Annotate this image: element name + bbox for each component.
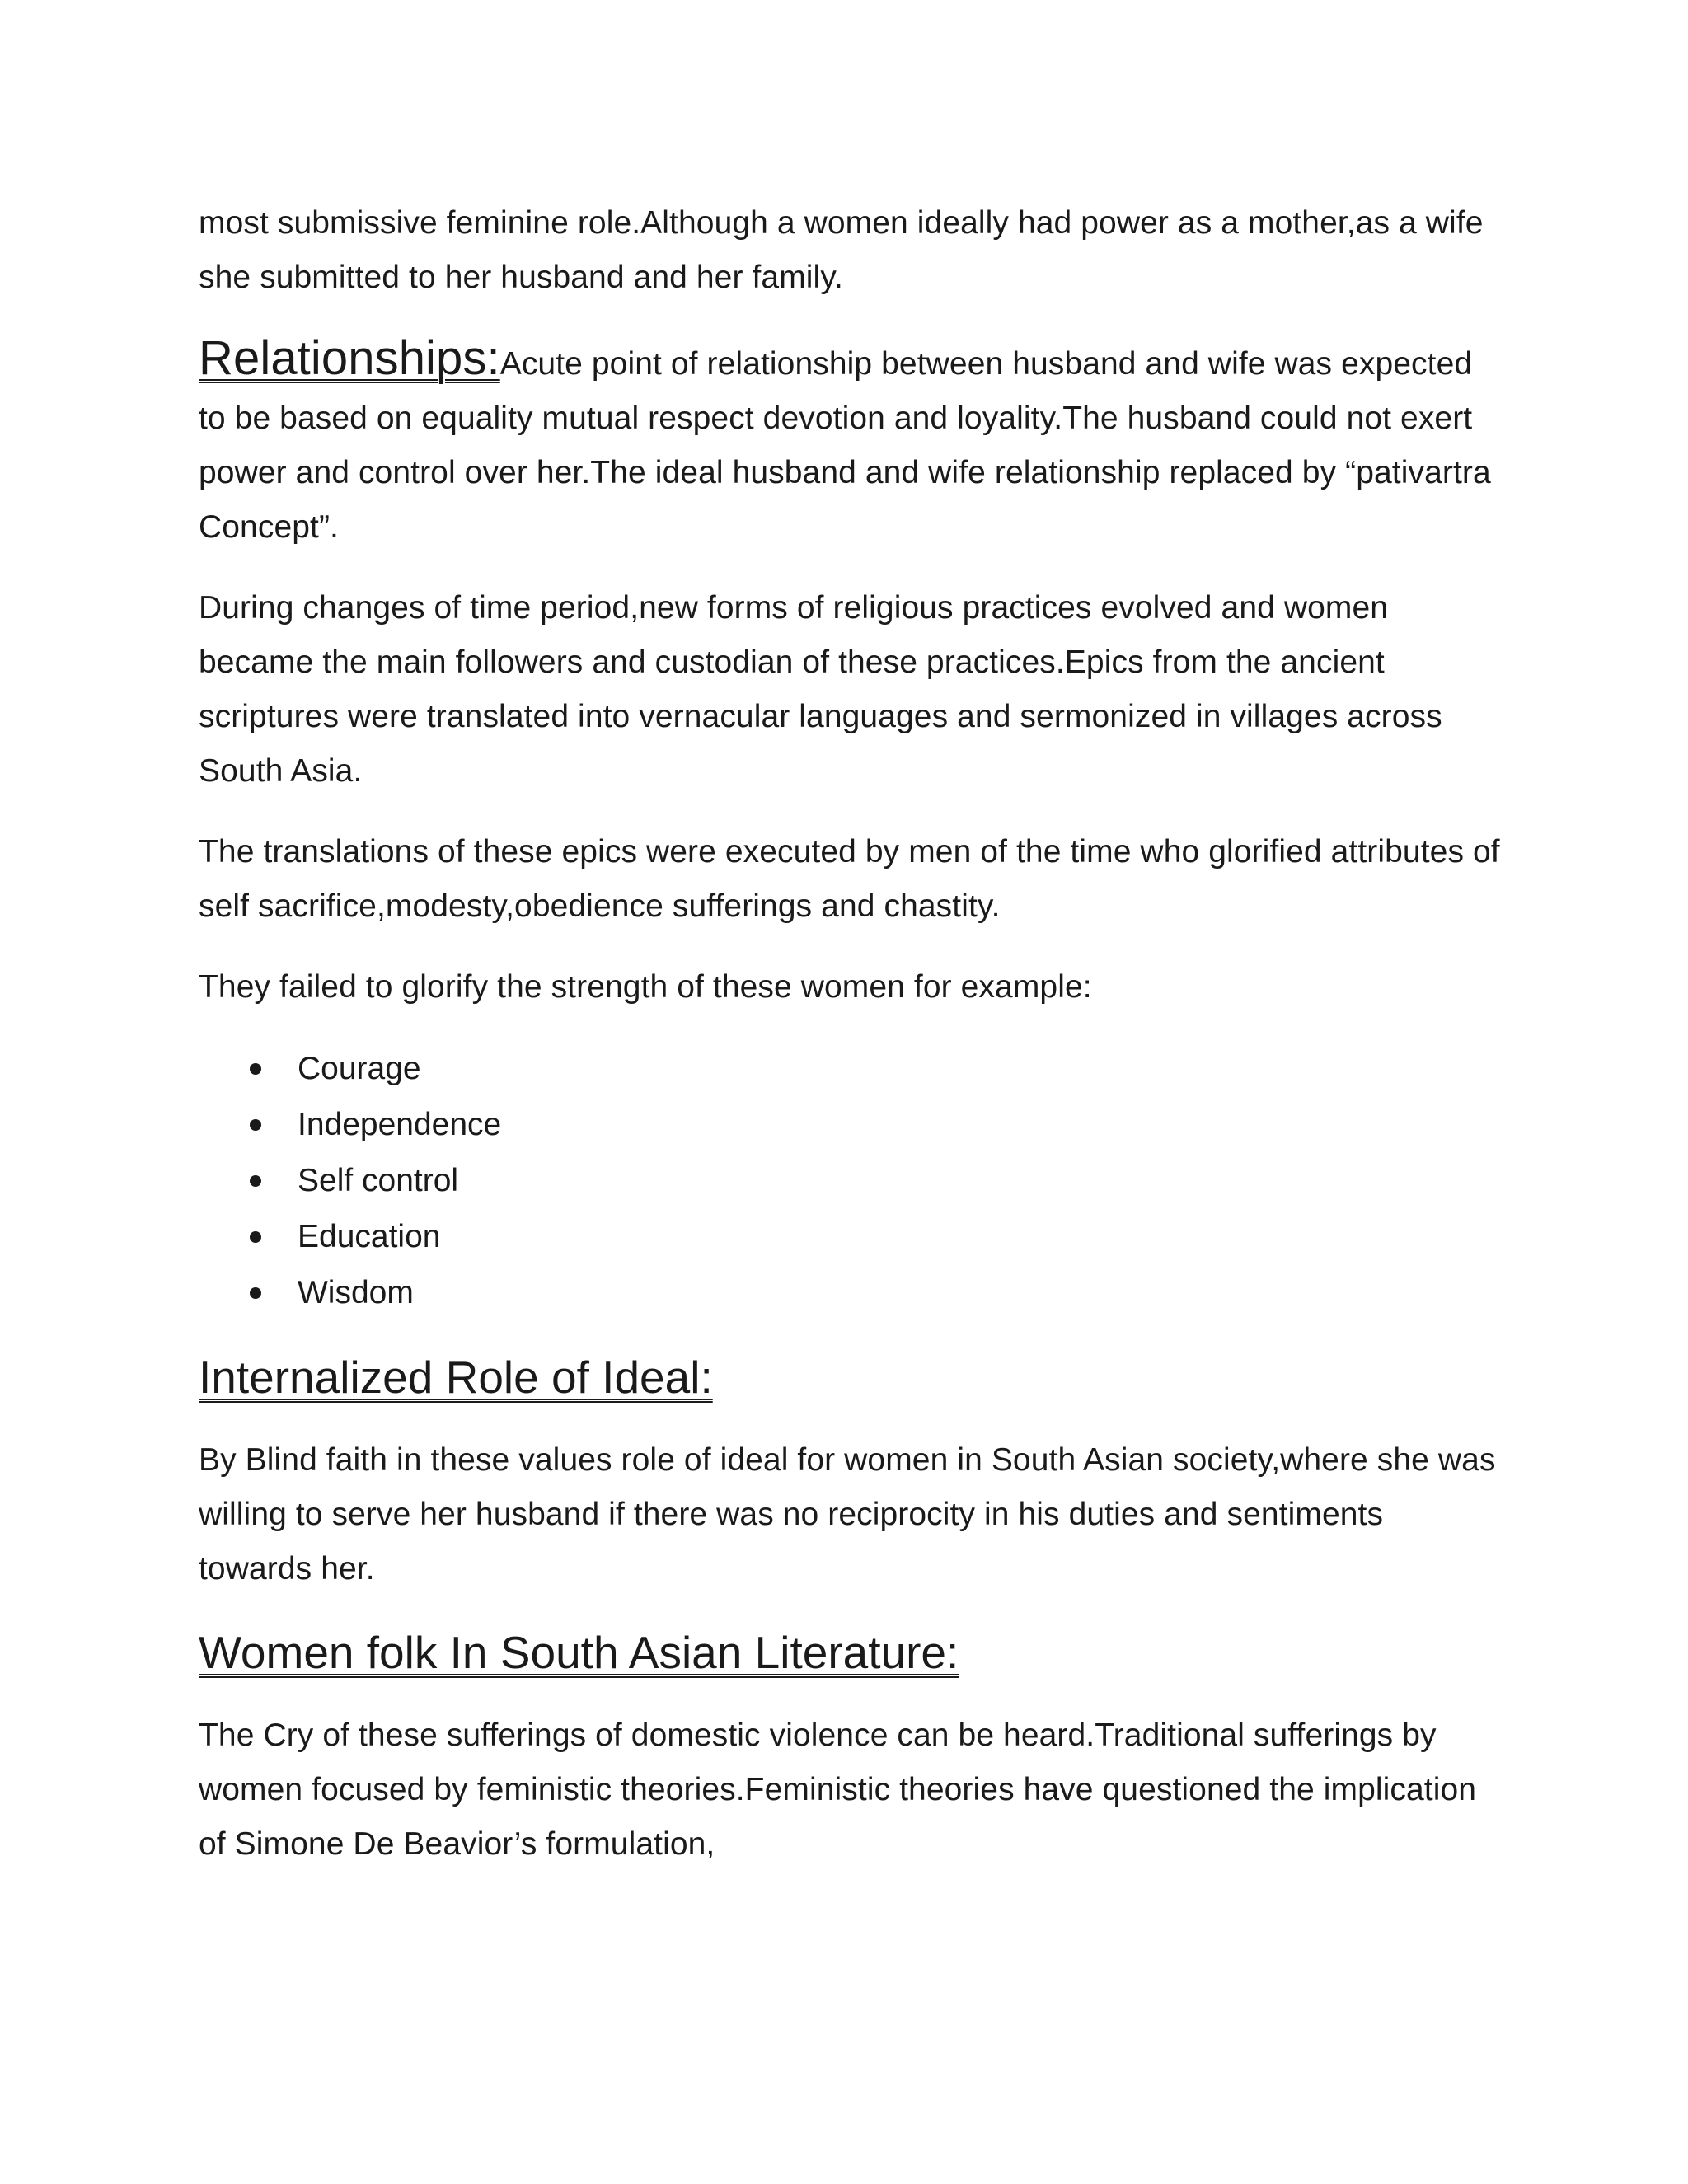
- list-item: Independence: [199, 1097, 1501, 1153]
- strengths-list: [199, 1041, 1501, 1321]
- bullet-icon: [250, 1175, 261, 1187]
- bullet-icon: [250, 1287, 261, 1299]
- bullet-icon: [250, 1231, 261, 1243]
- bullet-icon: [250, 1119, 261, 1131]
- heading-internalized-role: Internalized Role of Ideal:: [199, 1352, 713, 1403]
- page-content: [199, 196, 1501, 1872]
- list-item: Wisdom: [199, 1265, 1501, 1321]
- paragraph-intro: most submissive feminine role.Although a women ideally had power as a mother,as a wife she submitted to her husband and her family.: [199, 205, 1484, 295]
- list-item: Education: [199, 1209, 1501, 1265]
- paragraph-translations: The translations of these epics were executed by men of the time who glorified attributes of self sacrifice,modesty,obedience sufferings and chastity.: [199, 834, 1500, 924]
- relationships-text: Acute point of relationship between husband and wife was expected to be based on equality mutual respect devotion and loyality.The husband could not exert power and control over her.The ideal husband and wife relationship replaced by “pativartra Concept”.: [199, 346, 1491, 545]
- bullet-icon: [250, 1063, 261, 1075]
- list-item: Courage: [199, 1041, 1501, 1097]
- paragraph-failed: They failed to glorify the strength of these women for example:: [199, 969, 1092, 1005]
- paragraph-cry: The Cry of these sufferings of domestic violence can be heard.Traditional sufferings by women focused by feministic theories.Feministic theories have questioned the implication of Simone De Beavior’s formulation,: [199, 1718, 1477, 1862]
- paragraph-relationships: [199, 331, 1501, 555]
- relationships-heading: Relationships:: [199, 331, 500, 385]
- list-item: Self control: [199, 1153, 1501, 1209]
- paragraph-changes: During changes of time period,new forms of religious practices evolved and women became the main followers and custodian of these practices.Epics from the ancient scriptures were translated into vernacular languages and sermonized in villages across South Asia.: [199, 590, 1442, 789]
- paragraph-blind-faith: By Blind faith in these values role of ideal for women in South Asian society,where she was willing to serve her husband if there was no reciprocity in his duties and sentiments towards her.: [199, 1442, 1496, 1586]
- heading-women-folk: Women folk In South Asian Literature:: [199, 1627, 959, 1678]
